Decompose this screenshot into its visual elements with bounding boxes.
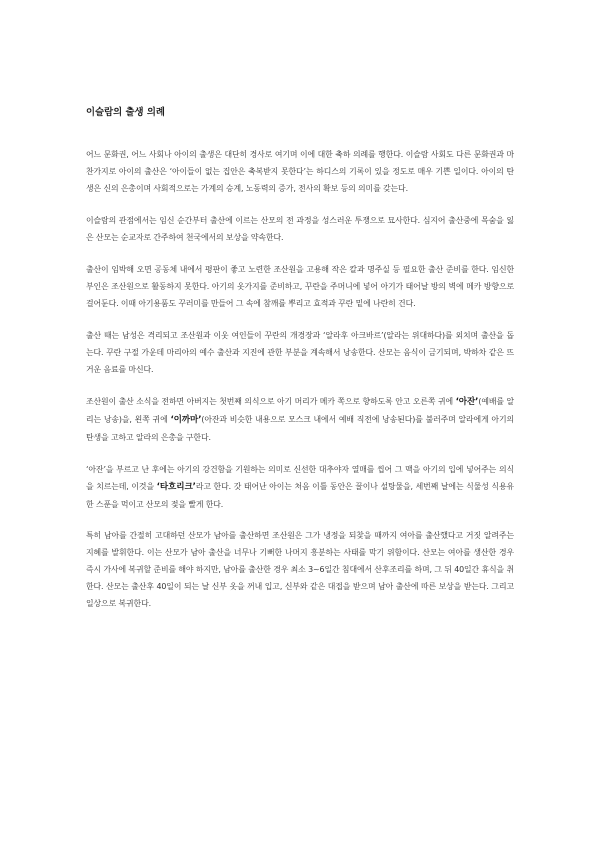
paragraph-2: 이슬람의 관점에서는 임신 순간부터 출산에 이르는 산모의 전 과정을 성스러운 투쟁으로 묘사한다. 심지어 출산중에 목숨을 잃은 산모는 순교자로 간주하여 천국에서의 보상을 약속한다. [86, 216, 514, 242]
document-body [86, 146, 514, 626]
paragraph-6 [86, 461, 514, 513]
paragraph-7: 특히 남아를 간절히 고대하던 산모가 남아를 출산하면 조산원은 그가 냉정을 되찾을 때까지 여아를 출산했다고 거짓 알려주는 지혜를 발휘한다. 이는 산모가 남아 출산을 너무나 기뻐한 나머지 흥분하는 사태를 막기 위함이다. 산모는 여아를 생산한 경우 즉시 가사에 복귀할 준비를 해야 하지만, 남아를 출산한 경우 최소 3~6일간 침대에서 산후조리를 하며, 그 뒤 40일간 휴식을 취한다. 산모는 출산후 40일이 되는 날 신부 옷을 꺼내 입고, 신부와 같은 대접을 받으며 남아 출산에 따른 보상을 받는다. 그리고 일상으로 복귀한다. [86, 531, 514, 608]
paragraph-4: 출산 때는 남성은 격리되고 조산원과 이웃 여인들이 꾸란의 개경장과 ‘알라후 아크바르’(알라는 위대하다)를 외치며 출산을 돕는다. 꾸란 구절 가운데 마리아의 예수 출산과 지진에 관한 부분을 계속해서 낭송한다. 산모는 음식이 금기되며, 박하차 같은 뜨거운 음료를 마신다. [86, 331, 514, 374]
paragraph-5-text-b: (예배를 알리는 낭송)을, 왼쪽 귀에 [86, 397, 514, 424]
paragraph-5 [86, 393, 514, 446]
paragraph-1: 어느 문화권, 어느 사회나 아이의 출생은 대단히 경사로 여기며 이에 대한 축하 의례를 행한다. 이슬람 사회도 다른 문화권과 마찬가지로 아이의 출산은 ‘아이들이 없는 집안은 축복받지 못한다’는 하디스의 기록이 있을 정도로 매우 기쁜 일이다. 아이의 탄생은 신의 은총이며 사회적으로는 가계의 승계, 노동력의 증가, 전사의 확보 등의 의미를 갖는다. [86, 150, 514, 193]
paragraph-5-text-c: (아잔과 비슷한 내용으로 모스크 내에서 예배 직전에 낭송된다)를 불러주며 알라에게 아기의 탄생을 고하고 알라의 은총을 구한다. [86, 415, 514, 442]
paragraph-5-text-a: 조산원이 출산 소식을 전하면 아버지는 첫번째 의식으로 아기 머리가 메카 쪽으로 향하도록 안고 오른쪽 귀에 [86, 397, 456, 406]
document-title: 이슬람의 출생 의례 [86, 107, 165, 118]
paragraph-6-text-a: ‘아잔’을 부르고 난 후에는 아기의 강건함을 기원하는 의미로 신선한 대추야자 열매를 씹어 그 맥을 아기의 입에 넣어주는 의식을 치르는데, 이것을 [86, 465, 514, 491]
paragraph-6-text-b: 라고 한다. 갓 태어난 아이는 처음 이틀 동안은 꿀이나 설탕물을, 세번째 날에는 식물성 식용유 한 스푼을 먹이고 산모의 젖을 빨게 한다. [86, 482, 514, 509]
term-tahnik: ‘타흐리크’ [156, 482, 196, 492]
term-azan: ‘아잔’ [455, 397, 479, 407]
paragraph-3: 출산이 임박해 오면 공동체 내에서 평판이 좋고 노련한 조산원을 고용해 작은 칼과 명주실 등 필요한 출산 준비를 한다. 임신한 부인은 조산원으로 활동하지 못한다. 아기의 옷가지를 준비하고, 꾸란을 주머니에 넣어 아기가 태어날 방의 벽에 메카 방향으로 걸어둔다. 이때 아기용품도 꾸러미를 만들어 그 속에 참깨를 뿌리고 효적과 꾸란 밑에 나란히 건다. [86, 265, 514, 308]
term-iqama: ‘이까마’ [170, 415, 202, 425]
